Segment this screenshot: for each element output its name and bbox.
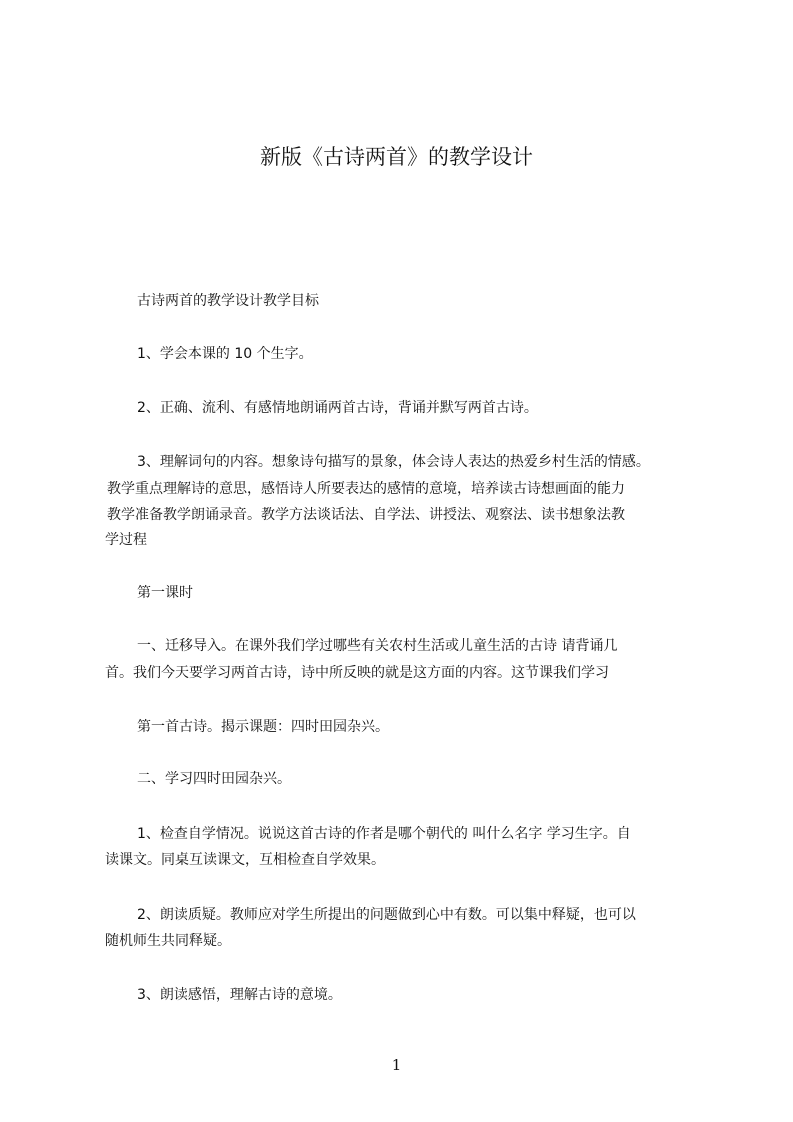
page-number: 1: [391, 1056, 402, 1074]
paragraph-objectives-heading: 古诗两首的教学设计教学目标: [137, 293, 319, 309]
paragraph-question-2: 随机师生共同释疑。: [105, 933, 231, 949]
paragraph-section-2: 二、学习四时田园杂兴。: [137, 771, 291, 787]
paragraph-understand: 3、朗读感悟，理解古诗的意境。: [137, 987, 342, 1003]
paragraph-first-lesson: 第一课时: [137, 585, 193, 601]
paragraph-teaching-prep-cont: 学过程: [105, 532, 147, 548]
paragraph-teaching-focus: 教学重点理解诗的意思，感悟诗人所要表达的感情的意境，培养读古诗想画面的能力: [107, 481, 625, 497]
paragraph-objective-1: 1、学会本课的 10 个生字。: [137, 346, 313, 362]
paragraph-check-1: 1、检查自学情况。说说这首古诗的作者是哪个朝代的 叫什么名字 学习生字。自: [137, 826, 631, 842]
paragraph-objective-3: 3、理解词句的内容。想象诗句描写的景象，体会诗人表达的热爱乡村生活的情感。: [137, 454, 650, 470]
paragraph-intro-1: 一、迁移导入。在课外我们学过哪些有关农村生活或儿童生活的古诗 请背诵几: [137, 638, 618, 654]
paragraph-question-1: 2、朗读质疑。教师应对学生所提出的问题做到心中有数。可以集中释疑，也可以: [137, 907, 636, 923]
paragraph-check-2: 读课文。同桌互读课文，互相检查自学效果。: [105, 852, 385, 868]
document-title: 新版《古诗两首》的教学设计: [260, 145, 533, 169]
paragraph-intro-2: 首。我们今天要学习两首古诗，诗中所反映的就是这方面的内容。这节课我们学习: [105, 665, 609, 681]
paragraph-teaching-prep: 教学准备教学朗诵录音。教学方法谈话法、自学法、讲授法、观察法、读书想象法教: [107, 507, 625, 523]
paragraph-lesson-title: 第一首古诗。揭示课题：四时田园杂兴。: [137, 719, 389, 735]
paragraph-objective-2: 2、正确、流利、有感情地朗诵两首古诗，背诵并默写两首古诗。: [137, 400, 538, 416]
